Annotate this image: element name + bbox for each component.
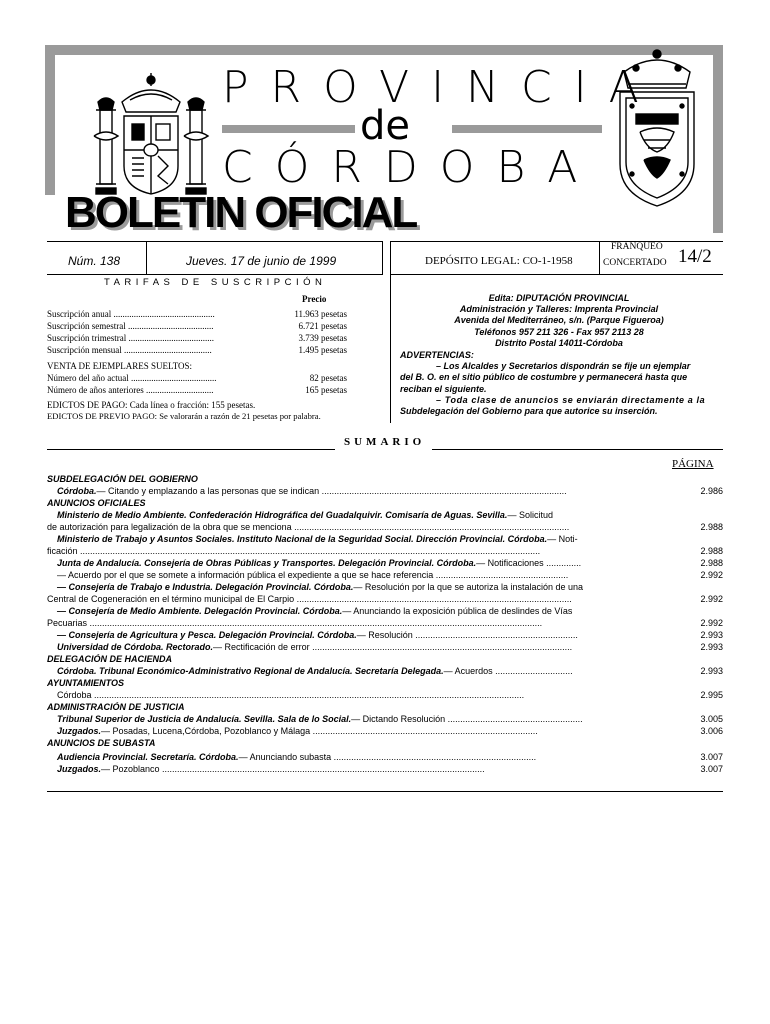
- title-bar-left: [222, 125, 355, 133]
- section-heading-text: ANUNCIOS OFICIALES: [47, 498, 146, 508]
- entry-text: — Solicitud: [507, 510, 553, 520]
- sumario-entry: [47, 642, 723, 652]
- header-rule-top-right: [390, 241, 723, 242]
- entry-text: — Posadas, Lucena,Córdoba, Pozoblanco y Málaga ..........................................................................................: [101, 726, 538, 736]
- entry-page-number: 2.992: [700, 618, 723, 628]
- entry-issuer: — Consejería de Trabajo e Industria. Delegación Provincial. Córdoba.: [57, 582, 354, 592]
- concertado-label: CONCERTADO: [603, 258, 667, 268]
- entry-text: — Citando y emplazando a las personas que se indican ..................................................................................................: [96, 486, 567, 496]
- entry-issuer: Córdoba. Tribunal Económico-Administrativo Regional de Andalucía. Secretaría Delegada.: [57, 666, 444, 676]
- entry-issuer: — Consejería de Agricultura y Pesca. Delegación Provincial. Córdoba.: [57, 630, 357, 640]
- sumario-entry: [47, 764, 723, 774]
- advertencia-text: – Toda clase de anuncios se enviarán directamente a la: [436, 394, 706, 405]
- sumario-section-heading: [47, 498, 723, 508]
- sumario-entry: [47, 690, 723, 700]
- section-heading-text: DELEGACIÓN DE HACIENDA: [47, 654, 173, 664]
- venta-title: VENTA DE EJEMPLARES SUELTOS:: [47, 361, 193, 371]
- entry-issuer: Junta de Andalucía. Consejería de Obras Públicas y Transportes. Delegación Provincial. Córdoba.: [57, 558, 477, 568]
- section-heading-text: SUBDELEGACIÓN DEL GOBIERNO: [47, 474, 198, 484]
- sumario-entry: [47, 726, 723, 736]
- sumario-entry: [47, 714, 723, 724]
- entry-issuer: Ministerio de Medio Ambiente. Confederación Hidrográfica del Guadalquivir. Comisaría de Aguas. Sevilla.: [57, 510, 508, 520]
- sumario-entry: [47, 570, 723, 580]
- header-rule-bottom-right: [390, 274, 723, 275]
- sumario-entry: [47, 522, 723, 532]
- edita-line: Edita: DIPUTACIÓN PROVINCIAL: [488, 293, 630, 303]
- entry-page-number: 3.006: [700, 726, 723, 736]
- entry-page-number: 3.005: [700, 714, 723, 724]
- entry-page-number: 3.007: [700, 764, 723, 774]
- header-divider-3: [599, 241, 600, 275]
- header-divider-2: [382, 241, 383, 275]
- entry-text: de autorización para legalización de la obra que se menciona ..............................................................................................................: [47, 522, 570, 532]
- entry-page-number: 2.995: [700, 690, 723, 700]
- sumario-entry: [47, 582, 723, 592]
- venta-row: Número del año actual ...................................... 82 pesetas: [47, 373, 347, 383]
- tarifa-row: Suscripción anual ............................................. 11.963 pesetas: [47, 309, 347, 319]
- section-heading-text: ADMINISTRACIÓN DE JUSTICIA: [47, 702, 185, 712]
- entry-text: — Notificaciones ..............: [476, 558, 582, 568]
- column-divider: [390, 241, 391, 423]
- title-bar-right: [452, 125, 602, 133]
- entry-issuer: — Consejería de Medio Ambiente. Delegación Provincial. Córdoba.: [57, 606, 343, 616]
- sumario-entry: [47, 510, 723, 520]
- advertencia-text: Subdelegación del Gobierno para que autorice su inserción.: [400, 406, 658, 417]
- tarifas-title: TARIFAS DE SUSCRIPCIÓN: [104, 277, 327, 288]
- sumario-entry: [47, 594, 723, 604]
- sumario-section-heading: [47, 738, 723, 748]
- entry-text: Central de Cogeneración en el término municipal de El Carpio ..............................................................................................................: [47, 594, 572, 604]
- sumario-entry: [47, 486, 723, 496]
- entry-page-number: 2.993: [700, 666, 723, 676]
- advertencias-block: [400, 350, 723, 417]
- sumario-rule-left: [47, 449, 335, 450]
- sumario-entry: [47, 606, 723, 616]
- sumario-section-heading: [47, 654, 723, 664]
- sumario-entry: [47, 666, 723, 676]
- entry-text: — Anunciando la exposición pública de deslindes de Vías: [342, 606, 573, 616]
- franqueo-number: 14/2: [678, 246, 712, 267]
- entry-page-number: 3.007: [700, 752, 723, 762]
- tarifa-row: Suscripción semestral ...................................... 6.721 pesetas: [47, 321, 347, 331]
- sumario-entry: [47, 534, 723, 544]
- edictos-previo-pago: EDICTOS DE PREVIO PAGO: Se valorarán a razón de 21 pesetas por palabra.: [47, 411, 321, 421]
- entry-page-number: 2.988: [700, 546, 723, 556]
- entry-page-number: 2.992: [700, 570, 723, 580]
- tarifa-row: Suscripción mensual ....................................... 1.495 pesetas: [47, 345, 347, 355]
- sumario-rule-right: [432, 449, 723, 450]
- entry-page-number: 2.993: [700, 630, 723, 640]
- entry-page-number: 2.992: [700, 594, 723, 604]
- title-de: de: [360, 103, 410, 149]
- entry-text: Córdoba ............................................................................................................................................................................: [57, 690, 525, 700]
- issue-number: Núm. 138: [68, 254, 121, 268]
- header-rule-top-left: [47, 241, 382, 242]
- masthead-frame-right: [713, 45, 723, 233]
- entry-page-number: 2.993: [700, 642, 723, 652]
- franqueo-label: FRANQUEO: [611, 242, 663, 252]
- tarifa-row: Suscripción trimestral ...................................... 3.739 pesetas: [47, 333, 347, 343]
- entry-text: — Acuerdo por el que se somete a información pública el expediente a que se hace referencia .....................................................: [57, 570, 569, 580]
- entry-issuer: Tribunal Superior de Justicia de Andalucía. Sevilla. Sala de lo Social.: [57, 714, 352, 724]
- sumario-entry: [47, 546, 723, 556]
- entry-issuer: Ministerio de Trabajo y Asuntos Sociales. Instituto Nacional de la Seguridad Social. Dirección Provincial. Córdoba.: [57, 534, 548, 544]
- spain-coat-of-arms-icon: [92, 70, 210, 205]
- entry-issuer: Juzgados.: [57, 764, 102, 774]
- sumario-entry: [47, 630, 723, 640]
- entry-text: Pecuarias .....................................................................................................................................................................................: [47, 618, 543, 628]
- advertencias-title: ADVERTENCIAS:: [400, 350, 474, 360]
- edictos-pago: EDICTOS DE PAGO: Cada línea o fracción: 155 pesetas.: [47, 400, 256, 410]
- entry-text: — Acuerdos ...............................: [443, 666, 573, 676]
- venta-row: Número de años anteriores .............................. 165 pesetas: [47, 385, 347, 395]
- masthead-frame-left: [45, 45, 55, 195]
- entry-text: ficación ........................................................................................................................................................................................: [47, 546, 541, 556]
- edita-line: Teléfonos 957 211 326 - Fax 957 2113 28: [474, 326, 644, 337]
- header-divider-1: [146, 241, 147, 275]
- entry-text: — Dictando Resolución ......................................................: [351, 714, 583, 724]
- boletin-oficial-title: BOLETIN OFICIAL: [65, 188, 417, 237]
- advertencia-text: del B. O. en el sitio público de costumbre y permanecerá hasta que: [400, 372, 688, 383]
- entry-issuer: Córdoba.: [57, 486, 97, 496]
- sumario-rule-bottom: [47, 791, 723, 792]
- entry-text: — Noti-: [547, 534, 578, 544]
- sumario-entry: [47, 558, 723, 568]
- edita-block: [400, 293, 718, 349]
- entry-issuer: Universidad de Córdoba. Rectorado.: [57, 642, 214, 652]
- entry-issuer: Juzgados.: [57, 726, 102, 736]
- sumario-entry: [47, 752, 723, 762]
- entry-text: — Pozoblanco .................................................................................................................................: [101, 764, 485, 774]
- entry-page-number: 2.988: [700, 558, 723, 568]
- advertencia-text: reciban el siguiente.: [400, 383, 487, 394]
- edita-line: Distrito Postal 14011-Córdoba: [495, 337, 623, 348]
- entry-text: — Resolución por la que se autoriza la instalación de una: [353, 582, 584, 592]
- edita-line: Administración y Talleres: Imprenta Provincial: [459, 304, 659, 315]
- deposito-legal: DEPÓSITO LEGAL: CO-1-1958: [425, 255, 573, 267]
- entry-text: — Resolución .................................................................: [356, 630, 578, 640]
- sumario-section-heading: [47, 474, 723, 484]
- title-cordoba: CÓRDOBA: [222, 142, 600, 193]
- precio-label: Precio: [302, 294, 327, 304]
- header-rule-bottom-left: [47, 274, 382, 275]
- sumario-section-heading: [47, 678, 723, 688]
- sumario-title: SUMARIO: [344, 436, 426, 448]
- advertencia-text: – Los Alcaldes y Secretarios dispondrán se fije un ejemplar: [436, 361, 691, 372]
- section-heading-text: ANUNCIOS DE SUBASTA: [47, 738, 156, 748]
- entry-text: — Anunciando subasta .................................................................................: [238, 752, 537, 762]
- entry-text: — Rectificación de error ........................................................................................................: [213, 642, 573, 652]
- entry-page-number: 2.988: [700, 522, 723, 532]
- section-heading-text: AYUNTAMIENTOS: [47, 678, 125, 688]
- issue-date: Jueves. 17 de junio de 1999: [186, 254, 337, 268]
- pagina-label: PÁGINA: [672, 458, 714, 470]
- sumario-entry: [47, 618, 723, 628]
- entry-issuer: Audiencia Provincial. Secretaría. Córdoba.: [57, 752, 239, 762]
- title-provincia: PROVINCIA: [222, 62, 661, 113]
- edita-line: Avenida del Mediterráneo, s/n. (Parque Figueroa): [454, 315, 664, 326]
- sumario-section-heading: [47, 702, 723, 712]
- entry-page-number: 2.986: [700, 486, 723, 496]
